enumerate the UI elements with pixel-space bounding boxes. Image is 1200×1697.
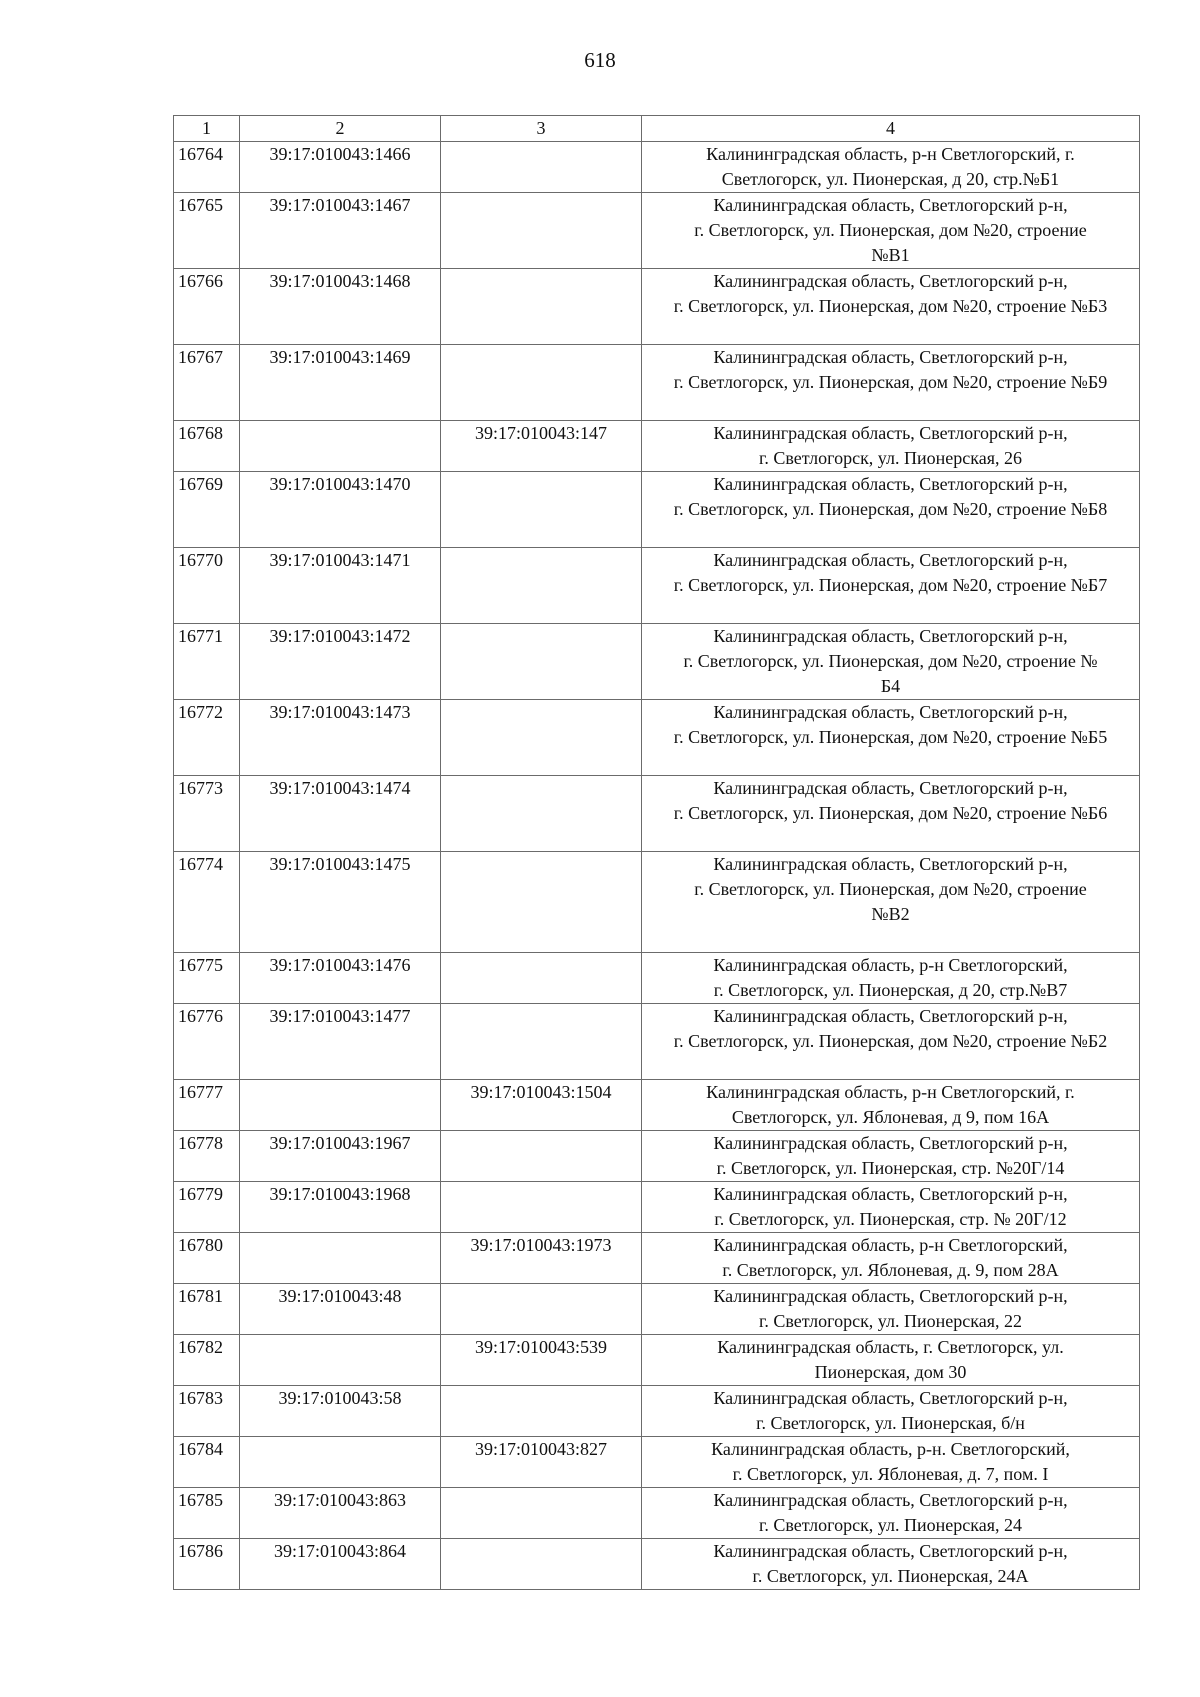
row-number-cell: 16766	[174, 269, 240, 345]
cadastral-number-cell	[240, 421, 441, 472]
cadastral-number-cell	[240, 1335, 441, 1386]
cadastral-number-alt-cell	[441, 1131, 642, 1182]
row-number-cell: 16779	[174, 1182, 240, 1233]
table-row	[174, 1233, 1140, 1284]
cadastral-number-alt-cell	[441, 1488, 642, 1539]
cadastral-number-cell: 39:17:010043:1472	[240, 624, 441, 700]
cadastral-number-cell: 39:17:010043:1475	[240, 852, 441, 953]
row-number-cell: 16764	[174, 142, 240, 193]
cadastral-number-alt-cell	[441, 852, 642, 953]
address-cell: Калининградская область, Светлогорский р-н, г. Светлогорск, ул. Пионерская, дом №20, строение №В1	[642, 193, 1140, 269]
cadastral-number-cell	[240, 1437, 441, 1488]
cadastral-number-alt-cell	[441, 1004, 642, 1080]
cadastral-number-cell: 39:17:010043:1466	[240, 142, 441, 193]
cadastral-number-cell: 39:17:010043:1468	[240, 269, 441, 345]
address-cell: Калининградская область, Светлогорский р-н, г. Светлогорск, ул. Пионерская, стр. № 20Г/12	[642, 1182, 1140, 1233]
column-header-4: 4	[642, 116, 1140, 142]
address-cell: Калининградская область, Светлогорский р-н, г. Светлогорск, ул. Пионерская, 26	[642, 421, 1140, 472]
cadastral-number-cell: 39:17:010043:58	[240, 1386, 441, 1437]
table-row	[174, 852, 1140, 953]
address-cell: Калининградская область, Светлогорский р-н, г. Светлогорск, ул. Пионерская, дом №20, строение №Б8	[642, 472, 1140, 548]
address-cell: Калининградская область, Светлогорский р-н, г. Светлогорск, ул. Пионерская, дом №20, строение № Б4	[642, 624, 1140, 700]
cadastral-number-alt-cell: 39:17:010043:1973	[441, 1233, 642, 1284]
cadastral-number-cell	[240, 1080, 441, 1131]
address-cell: Калининградская область, Светлогорский р-н, г. Светлогорск, ул. Пионерская, дом №20, строение №Б3	[642, 269, 1140, 345]
page-number: 618	[584, 48, 616, 72]
cadastral-number-cell: 39:17:010043:864	[240, 1539, 441, 1590]
cadastral-number-alt-cell	[441, 472, 642, 548]
table-row	[174, 269, 1140, 345]
row-number-cell: 16767	[174, 345, 240, 421]
cadastral-number-alt-cell	[441, 1386, 642, 1437]
cadastral-number-alt-cell	[441, 269, 642, 345]
table-row	[174, 1488, 1140, 1539]
table-row	[174, 700, 1140, 776]
column-header-1: 1	[174, 116, 240, 142]
table-header-row	[174, 116, 1140, 142]
cadastral-number-cell	[240, 1233, 441, 1284]
address-cell: Калининградская область, р-н Светлогорский, г. Светлогорск, ул. Пионерская, д 20, стр.№Б1	[642, 142, 1140, 193]
cadastral-number-cell: 39:17:010043:1474	[240, 776, 441, 852]
table-row	[174, 1182, 1140, 1233]
address-cell: Калининградская область, Светлогорский р-н, г. Светлогорск, ул. Пионерская, дом №20, строение №Б6	[642, 776, 1140, 852]
cadastral-number-alt-cell	[441, 1284, 642, 1335]
address-cell: Калининградская область, Светлогорский р-н, г. Светлогорск, ул. Пионерская, стр. №20Г/14	[642, 1131, 1140, 1182]
row-number-cell: 16775	[174, 953, 240, 1004]
table-row	[174, 624, 1140, 700]
registry-table	[173, 115, 1140, 1590]
cadastral-number-alt-cell: 39:17:010043:1504	[441, 1080, 642, 1131]
row-number-cell: 16768	[174, 421, 240, 472]
table-row	[174, 1386, 1140, 1437]
table-row	[174, 193, 1140, 269]
column-header-2: 2	[240, 116, 441, 142]
cadastral-number-alt-cell	[441, 548, 642, 624]
row-number-cell: 16780	[174, 1233, 240, 1284]
cadastral-number-alt-cell	[441, 345, 642, 421]
cadastral-number-cell: 39:17:010043:48	[240, 1284, 441, 1335]
registry-table-body	[174, 116, 1140, 1590]
cadastral-number-alt-cell	[441, 193, 642, 269]
cadastral-number-cell: 39:17:010043:1968	[240, 1182, 441, 1233]
table-row	[174, 1284, 1140, 1335]
address-cell: Калининградская область, Светлогорский р-н, г. Светлогорск, ул. Пионерская, дом №20, строение №Б9	[642, 345, 1140, 421]
address-cell: Калининградская область, г. Светлогорск, ул. Пионерская, дом 30	[642, 1335, 1140, 1386]
address-cell: Калининградская область, Светлогорский р-н, г. Светлогорск, ул. Пионерская, дом №20, строение №Б2	[642, 1004, 1140, 1080]
row-number-cell: 16777	[174, 1080, 240, 1131]
table-row	[174, 1539, 1140, 1590]
cadastral-number-alt-cell	[441, 700, 642, 776]
cadastral-number-cell: 39:17:010043:1473	[240, 700, 441, 776]
cadastral-number-cell: 39:17:010043:1469	[240, 345, 441, 421]
cadastral-number-alt-cell	[441, 776, 642, 852]
address-cell: Калининградская область, р-н Светлогорский, г. Светлогорск, ул. Яблоневая, д 9, пом 16А	[642, 1080, 1140, 1131]
table-row	[174, 472, 1140, 548]
table-row	[174, 1335, 1140, 1386]
address-cell: Калининградская область, р-н Светлогорский, г. Светлогорск, ул. Яблоневая, д. 9, пом 28А	[642, 1233, 1140, 1284]
table-row	[174, 776, 1140, 852]
cadastral-number-cell: 39:17:010043:1476	[240, 953, 441, 1004]
address-cell: Калининградская область, р-н. Светлогорский, г. Светлогорск, ул. Яблоневая, д. 7, пом. I	[642, 1437, 1140, 1488]
row-number-cell: 16784	[174, 1437, 240, 1488]
table-row	[174, 345, 1140, 421]
address-cell: Калининградская область, Светлогорский р-н, г. Светлогорск, ул. Пионерская, дом №20, строение №Б7	[642, 548, 1140, 624]
table-row	[174, 1437, 1140, 1488]
address-cell: Калининградская область, Светлогорский р-н, г. Светлогорск, ул. Пионерская, б/н	[642, 1386, 1140, 1437]
table-row	[174, 142, 1140, 193]
row-number-cell: 16773	[174, 776, 240, 852]
row-number-cell: 16769	[174, 472, 240, 548]
address-cell: Калининградская область, р-н Светлогорский, г. Светлогорск, ул. Пионерская, д 20, стр.№В7	[642, 953, 1140, 1004]
row-number-cell: 16783	[174, 1386, 240, 1437]
table-row	[174, 1131, 1140, 1182]
table-row	[174, 421, 1140, 472]
cadastral-number-cell: 39:17:010043:1967	[240, 1131, 441, 1182]
table-row	[174, 1004, 1140, 1080]
address-cell: Калининградская область, Светлогорский р-н, г. Светлогорск, ул. Пионерская, дом №20, строение №В2	[642, 852, 1140, 953]
row-number-cell: 16786	[174, 1539, 240, 1590]
cadastral-number-alt-cell	[441, 142, 642, 193]
row-number-cell: 16772	[174, 700, 240, 776]
table-row	[174, 548, 1140, 624]
cadastral-number-alt-cell	[441, 624, 642, 700]
row-number-cell: 16778	[174, 1131, 240, 1182]
cadastral-number-alt-cell: 39:17:010043:539	[441, 1335, 642, 1386]
cadastral-number-alt-cell	[441, 1539, 642, 1590]
column-header-3: 3	[441, 116, 642, 142]
cadastral-number-cell: 39:17:010043:1477	[240, 1004, 441, 1080]
row-number-cell: 16781	[174, 1284, 240, 1335]
cadastral-number-alt-cell: 39:17:010043:827	[441, 1437, 642, 1488]
cadastral-number-cell: 39:17:010043:1467	[240, 193, 441, 269]
address-cell: Калининградская область, Светлогорский р-н, г. Светлогорск, ул. Пионерская, дом №20, строение №Б5	[642, 700, 1140, 776]
cadastral-number-cell: 39:17:010043:863	[240, 1488, 441, 1539]
row-number-cell: 16771	[174, 624, 240, 700]
row-number-cell: 16776	[174, 1004, 240, 1080]
table-row	[174, 953, 1140, 1004]
address-cell: Калининградская область, Светлогорский р-н, г. Светлогорск, ул. Пионерская, 24А	[642, 1539, 1140, 1590]
row-number-cell: 16770	[174, 548, 240, 624]
row-number-cell: 16774	[174, 852, 240, 953]
row-number-cell: 16785	[174, 1488, 240, 1539]
row-number-cell: 16782	[174, 1335, 240, 1386]
row-number-cell: 16765	[174, 193, 240, 269]
address-cell: Калининградская область, Светлогорский р-н, г. Светлогорск, ул. Пионерская, 22	[642, 1284, 1140, 1335]
cadastral-number-cell: 39:17:010043:1470	[240, 472, 441, 548]
cadastral-number-cell: 39:17:010043:1471	[240, 548, 441, 624]
cadastral-number-alt-cell: 39:17:010043:147	[441, 421, 642, 472]
cadastral-number-alt-cell	[441, 953, 642, 1004]
table-row	[174, 1080, 1140, 1131]
cadastral-number-alt-cell	[441, 1182, 642, 1233]
address-cell: Калининградская область, Светлогорский р-н, г. Светлогорск, ул. Пионерская, 24	[642, 1488, 1140, 1539]
